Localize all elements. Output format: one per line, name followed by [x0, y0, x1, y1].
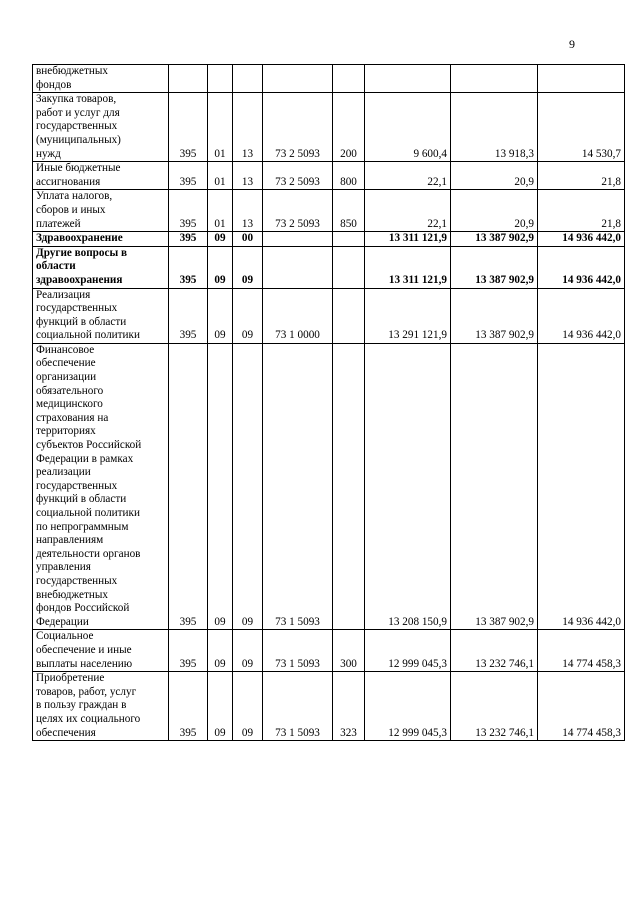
cell-amount-year-1-text: 22,1	[427, 175, 447, 188]
cell-amount-year-3	[538, 630, 625, 672]
table-row	[33, 190, 625, 232]
cell-amount-year-3	[538, 93, 625, 162]
cell-name	[33, 630, 169, 672]
cell-section-text: 09	[214, 232, 226, 245]
cell-section-text: 09	[214, 273, 226, 286]
cell-section-text: 09	[214, 726, 226, 739]
cell-expense-type	[333, 162, 365, 190]
cell-amount-year-2	[451, 190, 538, 232]
cell-amount-year-1	[365, 65, 451, 93]
cell-amount-year-3-text: 14 530,7	[581, 147, 621, 160]
cell-amount-year-3	[538, 288, 625, 343]
table-row	[33, 65, 625, 93]
cell-admin-code	[169, 288, 208, 343]
page-number: 9	[569, 37, 575, 51]
cell-amount-year-2-text: 20,9	[514, 217, 534, 230]
cell-amount-year-1	[365, 162, 451, 190]
cell-subsection-text: 09	[241, 615, 254, 628]
cell-name-text: внебюджетных фондов	[36, 65, 108, 91]
cell-amount-year-1-text: 13 208 150,9	[388, 615, 447, 628]
cell-target-article-text: 73 2 5093	[275, 147, 320, 160]
cell-name	[33, 343, 169, 629]
cell-subsection	[233, 190, 263, 232]
cell-amount-year-1	[365, 672, 451, 741]
cell-amount-year-3	[538, 672, 625, 741]
cell-target-article	[263, 672, 333, 741]
cell-name	[33, 246, 169, 288]
cell-amount-year-1	[365, 190, 451, 232]
cell-amount-year-1-text: 13 311 121,9	[388, 273, 447, 286]
cell-amount-year-2-text: 13 232 746,1	[475, 657, 534, 670]
cell-admin-code	[169, 93, 208, 162]
cell-expense-type	[333, 343, 365, 629]
cell-amount-year-1-text: 9 600,4	[413, 147, 447, 160]
cell-name-text: Другие вопросы в области здравоохранения	[36, 246, 128, 286]
cell-expense-type	[333, 246, 365, 288]
cell-target-article-text: 73 1 0000	[275, 329, 320, 342]
cell-subsection	[233, 65, 263, 93]
cell-amount-year-1	[365, 246, 451, 288]
cell-name	[33, 162, 169, 190]
cell-name-text: Финансовое обеспечение организации обязательного медицинского страхования на территориях субъектов Российской Федерации в рамках реализации государственных функций в области социальной политики по непрограммным направлениям деятельности органов управления государственных внебюджетных фондов Российской Федерации	[36, 343, 142, 628]
cell-name-text: Социальное обеспечение и иные выплаты населению	[36, 630, 133, 670]
cell-admin-code	[169, 162, 208, 190]
table-row	[33, 246, 625, 288]
cell-target-article-text: 73 1 5093	[275, 615, 320, 628]
cell-section	[208, 232, 233, 247]
cell-subsection	[233, 343, 263, 629]
cell-amount-year-3-text: 14 936 442,0	[562, 615, 621, 628]
cell-amount-year-3	[538, 65, 625, 93]
cell-target-article	[263, 232, 333, 247]
cell-target-article	[263, 65, 333, 93]
cell-section	[208, 630, 233, 672]
cell-subsection	[233, 672, 263, 741]
cell-amount-year-2	[451, 232, 538, 247]
cell-target-article	[263, 343, 333, 629]
cell-expense-type	[333, 93, 365, 162]
table-row	[33, 343, 625, 629]
cell-amount-year-1	[365, 630, 451, 672]
table-row	[33, 630, 625, 672]
cell-amount-year-2	[451, 672, 538, 741]
cell-admin-code-text: 395	[179, 217, 197, 230]
cell-amount-year-2-text: 13 232 746,1	[475, 726, 534, 739]
cell-section-text: 09	[214, 615, 226, 628]
cell-name-text: Реализация государственных функций в области социальной политики	[36, 288, 140, 342]
cell-target-article-text: 73 2 5093	[275, 217, 320, 230]
cell-name-text: Здравоохранение	[36, 232, 123, 245]
cell-name-text: Приобретение товаров, работ, услуг в пользу граждан в целях их социального обеспечения	[36, 672, 141, 739]
cell-expense-type-text: 300	[340, 657, 357, 670]
cell-subsection	[233, 630, 263, 672]
table-row	[33, 162, 625, 190]
cell-amount-year-2-text: 13 387 902,9	[475, 329, 534, 342]
cell-target-article	[263, 93, 333, 162]
cell-amount-year-3-text: 14 774 458,3	[562, 726, 621, 739]
cell-amount-year-3-text: 14 936 442,0	[562, 273, 621, 286]
cell-expense-type-text: 323	[340, 726, 357, 739]
cell-amount-year-2	[451, 288, 538, 343]
cell-target-article-text: 73 1 5093	[275, 726, 320, 739]
cell-name	[33, 288, 169, 343]
cell-amount-year-1	[365, 288, 451, 343]
cell-amount-year-2	[451, 65, 538, 93]
cell-target-article	[263, 630, 333, 672]
cell-amount-year-3-text: 14 936 442,0	[562, 232, 621, 245]
cell-amount-year-3-text: 21,8	[601, 217, 621, 230]
cell-admin-code	[169, 246, 208, 288]
cell-subsection-text: 13	[241, 175, 254, 188]
cell-amount-year-1-text: 22,1	[427, 217, 447, 230]
cell-expense-type	[333, 232, 365, 247]
budget-table	[32, 64, 625, 741]
cell-section-text: 09	[214, 657, 226, 670]
cell-amount-year-1	[365, 93, 451, 162]
cell-amount-year-1-text: 13 311 121,9	[388, 232, 447, 245]
cell-amount-year-1-text: 12 999 045,3	[388, 657, 447, 670]
cell-admin-code-text: 395	[179, 329, 197, 342]
cell-name-text: Закупка товаров, работ и услуг для государственных (муниципальных) нужд	[36, 93, 121, 160]
cell-name	[33, 232, 169, 247]
cell-amount-year-1-text: 13 291 121,9	[388, 329, 447, 342]
cell-name	[33, 672, 169, 741]
cell-target-article-text: 73 1 5093	[275, 657, 320, 670]
cell-admin-code-text: 395	[179, 726, 197, 739]
cell-section	[208, 343, 233, 629]
cell-expense-type-text: 200	[340, 147, 357, 160]
cell-admin-code	[169, 232, 208, 247]
cell-target-article-text: 73 2 5093	[275, 175, 320, 188]
cell-section-text: 01	[214, 217, 226, 230]
cell-amount-year-2	[451, 162, 538, 190]
cell-section	[208, 65, 233, 93]
cell-amount-year-3-text: 21,8	[601, 175, 621, 188]
cell-section	[208, 288, 233, 343]
cell-section-text: 01	[214, 175, 226, 188]
cell-subsection-text: 13	[241, 147, 254, 160]
cell-admin-code-text: 395	[179, 175, 197, 188]
cell-name	[33, 93, 169, 162]
cell-amount-year-1	[365, 232, 451, 247]
cell-expense-type	[333, 65, 365, 93]
cell-section	[208, 162, 233, 190]
cell-section	[208, 190, 233, 232]
cell-amount-year-1	[365, 343, 451, 629]
cell-section-text: 01	[214, 147, 226, 160]
cell-admin-code-text: 395	[179, 657, 197, 670]
cell-section	[208, 93, 233, 162]
cell-amount-year-3-text: 14 774 458,3	[562, 657, 621, 670]
cell-admin-code	[169, 630, 208, 672]
cell-admin-code-text: 395	[179, 147, 197, 160]
cell-admin-code	[169, 65, 208, 93]
cell-expense-type	[333, 288, 365, 343]
cell-amount-year-1-text: 12 999 045,3	[388, 726, 447, 739]
cell-admin-code	[169, 672, 208, 741]
cell-admin-code	[169, 190, 208, 232]
cell-amount-year-2-text: 13 387 902,9	[475, 615, 534, 628]
cell-name-text: Иные бюджетные ассигнования	[36, 162, 121, 188]
cell-subsection	[233, 246, 263, 288]
cell-amount-year-3	[538, 343, 625, 629]
cell-name-text: Уплата налогов, сборов и иных платежей	[36, 190, 113, 230]
cell-subsection-text: 13	[241, 217, 254, 230]
cell-section-text: 09	[214, 329, 226, 342]
cell-amount-year-3	[538, 190, 625, 232]
cell-subsection	[233, 93, 263, 162]
cell-section	[208, 672, 233, 741]
cell-admin-code	[169, 343, 208, 629]
cell-subsection-text: 00	[241, 232, 254, 245]
table-row	[33, 288, 625, 343]
cell-expense-type	[333, 630, 365, 672]
cell-target-article	[263, 162, 333, 190]
cell-section	[208, 246, 233, 288]
cell-subsection	[233, 288, 263, 343]
cell-amount-year-3-text: 14 936 442,0	[562, 329, 621, 342]
cell-target-article	[263, 246, 333, 288]
cell-subsection-text: 09	[241, 273, 254, 286]
cell-target-article	[263, 190, 333, 232]
cell-expense-type-text: 800	[340, 175, 357, 188]
cell-name	[33, 65, 169, 93]
cell-amount-year-3	[538, 162, 625, 190]
cell-amount-year-2	[451, 630, 538, 672]
cell-expense-type	[333, 672, 365, 741]
cell-amount-year-2	[451, 343, 538, 629]
cell-admin-code-text: 395	[179, 232, 197, 245]
cell-amount-year-2-text: 13 387 902,9	[475, 232, 534, 245]
cell-subsection-text: 09	[241, 657, 254, 670]
cell-amount-year-3	[538, 246, 625, 288]
cell-name	[33, 190, 169, 232]
cell-expense-type	[333, 190, 365, 232]
cell-expense-type-text: 850	[340, 217, 357, 230]
table-row	[33, 93, 625, 162]
cell-subsection-text: 09	[241, 329, 254, 342]
cell-amount-year-2-text: 20,9	[514, 175, 534, 188]
cell-amount-year-2	[451, 93, 538, 162]
cell-amount-year-2	[451, 246, 538, 288]
cell-admin-code-text: 395	[179, 615, 197, 628]
cell-admin-code-text: 395	[179, 273, 197, 286]
table-row	[33, 672, 625, 741]
cell-amount-year-2-text: 13 387 902,9	[475, 273, 534, 286]
cell-amount-year-3	[538, 232, 625, 247]
cell-target-article	[263, 288, 333, 343]
cell-amount-year-2-text: 13 918,3	[494, 147, 534, 160]
table-row	[33, 232, 625, 247]
cell-subsection-text: 09	[241, 726, 254, 739]
cell-subsection	[233, 162, 263, 190]
cell-subsection	[233, 232, 263, 247]
